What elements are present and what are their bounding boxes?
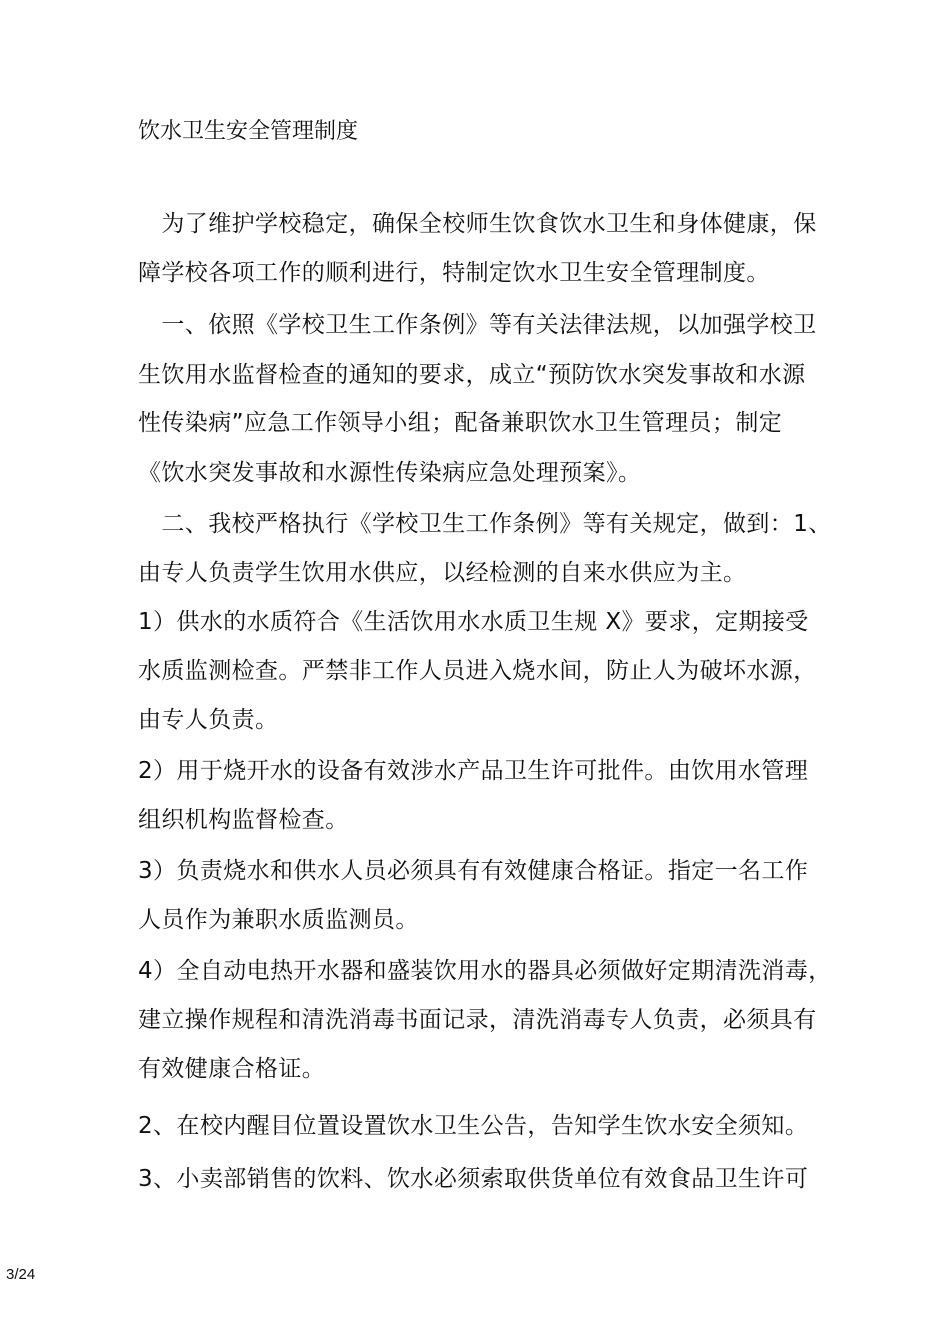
body-line: 障学校各项工作的顺利进行，特制定饮水卫生安全管理制度。 [138, 260, 770, 286]
body-line: 3）负责烧水和供水人员必须具有有效健康合格证。指定一名工作 [138, 858, 809, 884]
body-line: 由专人负责学生饮用水供应，以经检测的自来水供应为主。 [138, 560, 747, 586]
body-line: 《饮水突发事故和水源性传染病应急处理预案》。 [138, 460, 642, 486]
page-number: 3/24 [6, 1266, 36, 1283]
body-line: 4）全自动电热开水器和盛装饮用水的器具必须做好定期清洗消毒， [138, 958, 832, 984]
body-line: 性传染病”应急工作领导小组；配备兼职饮水卫生管理员；制定 [138, 410, 783, 436]
document-title: 饮水卫生安全管理制度 [138, 119, 359, 144]
body-line: 为了维护学校稳定，确保全校师生饮食饮水卫生和身体健康，保 [138, 211, 817, 237]
body-line: 建立操作规程和清洗消毒书面记录，清洗消毒专人负责，必须具有 [138, 1007, 817, 1033]
body-line: 水质监测检查。严禁非工作人员进入烧水间，防止人为破坏水源， [138, 658, 817, 684]
body-line: 二、我校严格执行《学校卫生工作条例》等有关规定，做到：1、 [138, 511, 832, 537]
body-line: 一、依照《学校卫生工作条例》等有关法律法规，以加强学校卫 [138, 312, 817, 338]
body-line: 3、小卖部销售的饮料、饮水必须索取供货单位有效食品卫生许可 [138, 1166, 809, 1192]
body-line: 2）用于烧开水的设备有效涉水产品卫生许可批件。由饮用水管理 [138, 758, 809, 784]
body-line: 生饮用水监督检查的通知的要求，成立“预防饮水突发事故和水源 [138, 362, 806, 388]
body-line: 1）供水的水质符合《生活饮用水水质卫生规 X》要求，定期接受 [138, 609, 809, 635]
body-line: 组织机构监督检查。 [138, 807, 349, 833]
body-line: 2、在校内醒目位置设置饮水卫生公告，告知学生饮水安全须知。 [138, 1113, 809, 1139]
body-line: 人员作为兼职水质监测员。 [138, 907, 419, 933]
body-line: 有效健康合格证。 [138, 1056, 326, 1082]
body-line: 由专人负责。 [138, 707, 279, 733]
